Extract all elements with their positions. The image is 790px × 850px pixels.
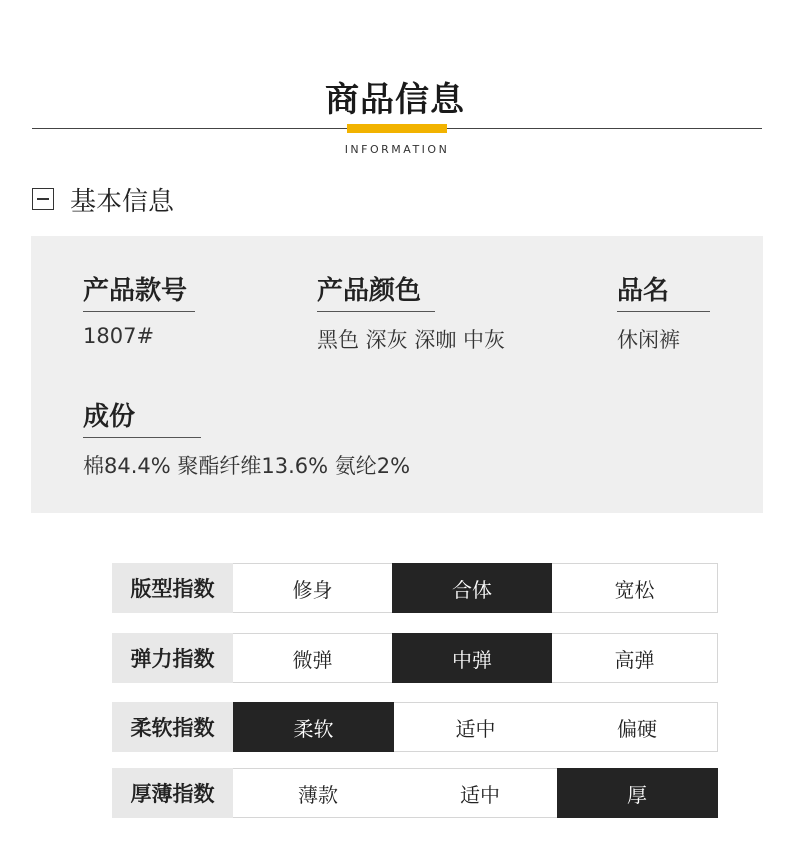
info-value: 黑色 深灰 深咖 中灰 [317,328,506,352]
info-label: 品名 [617,270,710,312]
basic-info-header[interactable] [32,184,175,217]
index-option[interactable]: 适中 [403,768,557,818]
index-option[interactable]: 高弹 [552,633,718,683]
info-label: 成份 [83,396,201,438]
index-option[interactable]: 偏硬 [557,702,718,752]
info-value: 棉84.4% 聚酯纤维13.6% 氨纶2% [83,454,411,478]
section-title: 基本信息 [70,186,175,217]
info-label: 产品款号 [83,270,195,312]
index-row-fit [112,563,718,613]
index-label: 柔软指数 [112,702,233,752]
index-row-elasticity [112,633,718,683]
info-panel [31,236,763,513]
info-style-no [83,270,195,348]
index-option[interactable]: 柔软 [233,702,394,752]
info-label: 产品颜色 [317,270,435,312]
index-label: 版型指数 [112,563,233,613]
index-option[interactable]: 中弹 [392,633,552,683]
page-subtitle: INFORMATION [344,143,450,156]
info-value: 休闲裤 [617,328,680,352]
index-row-thickness [112,768,718,818]
index-row-softness [112,702,718,752]
info-color [317,270,505,354]
index-label: 厚薄指数 [112,768,233,818]
index-option[interactable]: 适中 [394,702,557,752]
title-accent-bar [347,124,447,133]
collapse-icon[interactable] [32,188,54,210]
index-label: 弹力指数 [112,633,233,683]
info-value: 1807# [83,324,155,348]
index-option[interactable]: 薄款 [233,768,403,818]
index-option[interactable]: 合体 [392,563,552,613]
index-option[interactable]: 微弹 [233,633,392,683]
info-name [617,270,710,354]
index-option[interactable]: 宽松 [552,563,718,613]
info-composition [83,396,410,480]
index-option[interactable]: 厚 [557,768,718,818]
index-option[interactable]: 修身 [233,563,392,613]
page-title: 商品信息 [325,80,465,120]
